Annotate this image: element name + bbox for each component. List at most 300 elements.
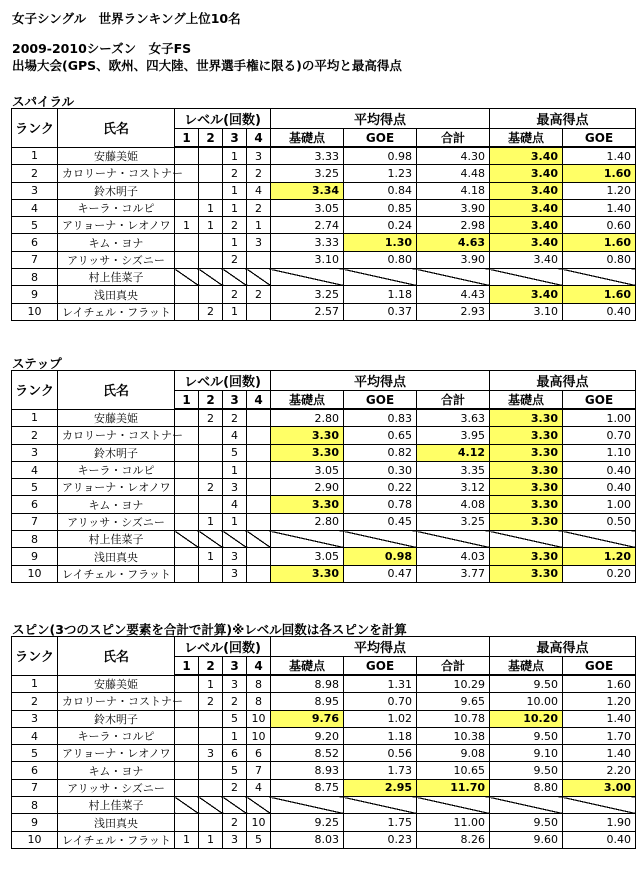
score-max-goe: 0.80 (563, 251, 636, 268)
table-row (12, 269, 636, 286)
rank-cell: 10 (12, 303, 58, 320)
col-name-header: 氏名 (58, 371, 175, 410)
score-max-base: 9.50 (490, 675, 563, 693)
skater-name: カロリーナ・コストナー (58, 427, 175, 444)
rank-cell: 7 (12, 251, 58, 268)
level-count-l2 (199, 779, 223, 796)
level-count-l4 (247, 548, 271, 565)
header-row (12, 637, 636, 657)
rank-cell: 9 (12, 286, 58, 303)
table-row (12, 496, 636, 513)
score-max-goe: 1.10 (563, 444, 636, 461)
level-count-l3: 1 (223, 461, 247, 478)
score-max-base: 3.30 (490, 496, 563, 513)
table-row (12, 745, 636, 762)
level-count-l1 (175, 479, 199, 496)
col-avg-header: 平均得点 (271, 109, 490, 129)
score-base: 8.75 (271, 779, 344, 796)
level-count-l2 (199, 234, 223, 251)
score-base: 2.57 (271, 303, 344, 320)
rank-cell: 7 (12, 513, 58, 530)
score-base: 3.30 (271, 427, 344, 444)
score-base: 9.20 (271, 727, 344, 744)
score-goe: 0.78 (344, 496, 417, 513)
col-level-2: 2 (199, 129, 223, 148)
skater-name: カロリーナ・コストナー (58, 693, 175, 710)
no-data-cell (563, 797, 636, 814)
section-title-spin: スピン(3つのスピン要素を合計で計算)※レベル回数は各スピンを計算 (12, 622, 407, 637)
score-max-goe: 1.20 (563, 693, 636, 710)
col-level-2: 2 (199, 657, 223, 676)
score-goe: 0.65 (344, 427, 417, 444)
table-row (12, 182, 636, 199)
col-avg-header: 平均得点 (271, 637, 490, 657)
skater-name: キーラ・コルピ (58, 727, 175, 744)
score-goe: 0.23 (344, 831, 417, 848)
level-count-l4: 6 (247, 745, 271, 762)
no-data-cell (175, 797, 199, 814)
no-data-cell (417, 269, 490, 286)
level-count-l3: 3 (223, 479, 247, 496)
no-data-cell (563, 269, 636, 286)
score-total: 10.78 (417, 710, 490, 727)
level-count-l3: 3 (223, 831, 247, 848)
score-max-goe: 0.50 (563, 513, 636, 530)
score-max-goe: 1.40 (563, 147, 636, 165)
score-base: 3.33 (271, 147, 344, 165)
skater-name: 鈴木明子 (58, 182, 175, 199)
score-goe: 2.95 (344, 779, 417, 796)
rank-cell: 6 (12, 496, 58, 513)
score-total: 2.93 (417, 303, 490, 320)
level-count-l4: 7 (247, 762, 271, 779)
level-count-l2: 1 (199, 675, 223, 693)
no-data-cell (417, 531, 490, 548)
col-avg-total: 合計 (417, 129, 490, 148)
col-level-2: 2 (199, 391, 223, 410)
score-total: 4.30 (417, 147, 490, 165)
no-data-cell (344, 269, 417, 286)
score-total: 11.00 (417, 814, 490, 831)
skater-name: 鈴木明子 (58, 444, 175, 461)
level-count-l2 (199, 165, 223, 182)
rank-cell: 4 (12, 727, 58, 744)
score-total: 3.12 (417, 479, 490, 496)
level-count-l2: 1 (199, 831, 223, 848)
score-max-goe: 1.60 (563, 675, 636, 693)
level-count-l4 (247, 444, 271, 461)
level-count-l2 (199, 182, 223, 199)
score-max-goe: 1.60 (563, 286, 636, 303)
col-max-base: 基礎点 (490, 657, 563, 676)
table-row (12, 303, 636, 320)
level-count-l1 (175, 251, 199, 268)
score-base: 3.05 (271, 461, 344, 478)
col-max-header: 最高得点 (490, 371, 636, 391)
level-count-l4: 10 (247, 727, 271, 744)
table-row (12, 531, 636, 548)
rank-cell: 7 (12, 779, 58, 796)
table-row (12, 217, 636, 234)
table-row (12, 710, 636, 727)
score-base: 3.05 (271, 548, 344, 565)
level-count-l4: 4 (247, 182, 271, 199)
score-base: 2.80 (271, 513, 344, 530)
skater-name: 浅田真央 (58, 814, 175, 831)
rank-cell: 6 (12, 234, 58, 251)
level-count-l2 (199, 762, 223, 779)
score-base: 8.98 (271, 675, 344, 693)
table-row (12, 199, 636, 216)
level-count-l1 (175, 779, 199, 796)
score-max-goe: 0.60 (563, 217, 636, 234)
header-row (12, 109, 636, 129)
level-count-l2 (199, 727, 223, 744)
score-base: 9.76 (271, 710, 344, 727)
score-max-base: 3.40 (490, 251, 563, 268)
level-count-l3: 4 (223, 427, 247, 444)
no-data-cell (344, 797, 417, 814)
score-base: 2.90 (271, 479, 344, 496)
col-avg-total: 合計 (417, 657, 490, 676)
score-base: 3.10 (271, 251, 344, 268)
header-row (12, 371, 636, 391)
score-base: 3.05 (271, 199, 344, 216)
season-label: 2009-2010シーズン 女子FS (12, 41, 192, 56)
rank-cell: 8 (12, 797, 58, 814)
no-data-cell (247, 531, 271, 548)
score-max-base: 3.40 (490, 217, 563, 234)
level-count-l4 (247, 409, 271, 427)
skater-name: 安藤美姫 (58, 147, 175, 165)
rank-cell: 5 (12, 745, 58, 762)
level-count-l1: 1 (175, 831, 199, 848)
col-level-1: 1 (175, 129, 199, 148)
skater-name: 鈴木明子 (58, 710, 175, 727)
skater-name: カロリーナ・コストナー (58, 165, 175, 182)
skater-name: キム・ヨナ (58, 496, 175, 513)
rank-cell: 6 (12, 762, 58, 779)
col-level-header: レベル(回数) (175, 637, 271, 657)
rank-cell: 2 (12, 165, 58, 182)
score-goe: 0.45 (344, 513, 417, 530)
score-max-base: 3.40 (490, 165, 563, 182)
score-max-base: 3.30 (490, 409, 563, 427)
skater-name: 村上佳菜子 (58, 531, 175, 548)
skater-name: キーラ・コルピ (58, 199, 175, 216)
level-count-l1: 1 (175, 217, 199, 234)
score-max-base: 9.50 (490, 762, 563, 779)
table-row (12, 675, 636, 693)
level-count-l4: 1 (247, 217, 271, 234)
col-name-header: 氏名 (58, 637, 175, 676)
score-base: 3.30 (271, 565, 344, 582)
table-row (12, 461, 636, 478)
level-count-l4: 3 (247, 147, 271, 165)
no-data-cell (223, 797, 247, 814)
score-goe: 1.23 (344, 165, 417, 182)
score-base: 3.25 (271, 286, 344, 303)
col-level-3: 3 (223, 657, 247, 676)
level-count-l4: 4 (247, 779, 271, 796)
col-max-header: 最高得点 (490, 637, 636, 657)
level-count-l2: 3 (199, 745, 223, 762)
table-row (12, 147, 636, 165)
rank-cell: 4 (12, 461, 58, 478)
score-max-base: 3.30 (490, 444, 563, 461)
score-max-base: 3.30 (490, 565, 563, 582)
level-count-l4: 2 (247, 165, 271, 182)
table-step (11, 370, 636, 583)
score-total: 10.29 (417, 675, 490, 693)
table-row (12, 444, 636, 461)
score-total: 4.12 (417, 444, 490, 461)
level-count-l3: 6 (223, 745, 247, 762)
level-count-l4 (247, 251, 271, 268)
col-level-3: 3 (223, 391, 247, 410)
section-title-step: ステップ (12, 356, 62, 371)
skater-name: アリッサ・シズニー (58, 779, 175, 796)
score-max-goe: 0.40 (563, 831, 636, 848)
score-max-goe: 1.90 (563, 814, 636, 831)
table-row (12, 797, 636, 814)
table-spin (11, 636, 636, 849)
score-total: 9.65 (417, 693, 490, 710)
no-data-cell (344, 531, 417, 548)
level-count-l3: 1 (223, 727, 247, 744)
no-data-cell (199, 797, 223, 814)
rank-cell: 3 (12, 444, 58, 461)
score-goe: 0.30 (344, 461, 417, 478)
score-max-base: 3.30 (490, 479, 563, 496)
score-goe: 1.30 (344, 234, 417, 251)
score-base: 2.74 (271, 217, 344, 234)
level-count-l2: 1 (199, 199, 223, 216)
level-count-l3: 1 (223, 513, 247, 530)
score-goe: 0.83 (344, 409, 417, 427)
col-level-1: 1 (175, 391, 199, 410)
level-count-l1 (175, 745, 199, 762)
score-max-goe: 0.40 (563, 461, 636, 478)
level-count-l1 (175, 565, 199, 582)
score-total: 3.90 (417, 199, 490, 216)
table-row (12, 762, 636, 779)
score-base: 8.03 (271, 831, 344, 848)
table-row (12, 251, 636, 268)
score-total: 11.70 (417, 779, 490, 796)
level-count-l2: 2 (199, 303, 223, 320)
table-row (12, 286, 636, 303)
score-max-base: 9.50 (490, 814, 563, 831)
score-base: 8.93 (271, 762, 344, 779)
score-total: 4.08 (417, 496, 490, 513)
level-count-l1 (175, 234, 199, 251)
score-max-goe: 0.70 (563, 427, 636, 444)
score-max-goe: 0.40 (563, 479, 636, 496)
scope-note: 出場大会(GPS、欧州、四大陸、世界選手権に限る)の平均と最高得点 (12, 58, 402, 73)
score-goe: 0.47 (344, 565, 417, 582)
table-row (12, 727, 636, 744)
level-count-l3: 2 (223, 693, 247, 710)
score-max-base: 3.30 (490, 427, 563, 444)
col-max-goe: GOE (563, 391, 636, 410)
level-count-l4: 8 (247, 675, 271, 693)
score-base: 3.25 (271, 165, 344, 182)
table-row (12, 479, 636, 496)
level-count-l1 (175, 814, 199, 831)
score-max-goe: 2.20 (563, 762, 636, 779)
score-total: 3.35 (417, 461, 490, 478)
no-data-cell (417, 797, 490, 814)
level-count-l3: 4 (223, 496, 247, 513)
skater-name: 村上佳菜子 (58, 269, 175, 286)
score-total: 3.25 (417, 513, 490, 530)
score-max-goe: 1.40 (563, 745, 636, 762)
skater-name: アリョーナ・レオノワ (58, 217, 175, 234)
table-row (12, 831, 636, 848)
level-count-l4: 10 (247, 710, 271, 727)
level-count-l4 (247, 513, 271, 530)
score-max-goe: 1.00 (563, 496, 636, 513)
rank-cell: 1 (12, 147, 58, 165)
col-avg-base: 基礎点 (271, 391, 344, 410)
level-count-l3: 1 (223, 182, 247, 199)
level-count-l1 (175, 675, 199, 693)
score-goe: 0.98 (344, 147, 417, 165)
score-base: 3.33 (271, 234, 344, 251)
rank-cell: 10 (12, 831, 58, 848)
level-count-l3: 3 (223, 548, 247, 565)
level-count-l3: 5 (223, 444, 247, 461)
score-goe: 0.37 (344, 303, 417, 320)
level-count-l3: 5 (223, 710, 247, 727)
level-count-l4 (247, 461, 271, 478)
col-max-goe: GOE (563, 129, 636, 148)
score-goe: 1.02 (344, 710, 417, 727)
skater-name: アリョーナ・レオノワ (58, 479, 175, 496)
score-max-base: 3.10 (490, 303, 563, 320)
rank-cell: 8 (12, 269, 58, 286)
level-count-l1 (175, 548, 199, 565)
score-goe: 0.82 (344, 444, 417, 461)
level-count-l2 (199, 427, 223, 444)
col-max-base: 基礎点 (490, 391, 563, 410)
col-rank-header: ランク (12, 371, 58, 410)
skater-name: キム・ヨナ (58, 234, 175, 251)
score-total: 3.90 (417, 251, 490, 268)
score-goe: 0.22 (344, 479, 417, 496)
col-avg-goe: GOE (344, 129, 417, 148)
level-count-l3: 3 (223, 675, 247, 693)
score-max-goe: 3.00 (563, 779, 636, 796)
col-max-goe: GOE (563, 657, 636, 676)
level-count-l2 (199, 496, 223, 513)
rank-cell: 5 (12, 217, 58, 234)
level-count-l1 (175, 182, 199, 199)
level-count-l4: 3 (247, 234, 271, 251)
level-count-l4: 8 (247, 693, 271, 710)
level-count-l2 (199, 710, 223, 727)
level-count-l4 (247, 303, 271, 320)
level-count-l2: 2 (199, 479, 223, 496)
skater-name: 安藤美姫 (58, 675, 175, 693)
score-max-base: 3.40 (490, 182, 563, 199)
level-count-l1 (175, 444, 199, 461)
rank-cell: 1 (12, 675, 58, 693)
col-avg-goe: GOE (344, 657, 417, 676)
table-row (12, 165, 636, 182)
rank-cell: 10 (12, 565, 58, 582)
level-count-l2 (199, 147, 223, 165)
rank-cell: 4 (12, 199, 58, 216)
no-data-cell (175, 531, 199, 548)
level-count-l1 (175, 461, 199, 478)
level-count-l1 (175, 513, 199, 530)
no-data-cell (271, 797, 344, 814)
level-count-l2: 2 (199, 693, 223, 710)
level-count-l2: 2 (199, 409, 223, 427)
score-max-base: 3.30 (490, 461, 563, 478)
table-row (12, 693, 636, 710)
level-count-l4 (247, 479, 271, 496)
rank-cell: 2 (12, 693, 58, 710)
score-goe: 0.80 (344, 251, 417, 268)
score-goe: 0.84 (344, 182, 417, 199)
level-count-l4: 2 (247, 286, 271, 303)
level-count-l2 (199, 251, 223, 268)
no-data-cell (223, 531, 247, 548)
no-data-cell (247, 269, 271, 286)
col-avg-base: 基礎点 (271, 657, 344, 676)
score-goe: 1.18 (344, 727, 417, 744)
skater-name: 浅田真央 (58, 286, 175, 303)
col-avg-goe: GOE (344, 391, 417, 410)
level-count-l2 (199, 461, 223, 478)
no-data-cell (271, 269, 344, 286)
score-total: 9.08 (417, 745, 490, 762)
score-total: 8.26 (417, 831, 490, 848)
level-count-l1 (175, 199, 199, 216)
level-count-l2 (199, 565, 223, 582)
level-count-l3: 1 (223, 147, 247, 165)
skater-name: 浅田真央 (58, 548, 175, 565)
level-count-l4: 5 (247, 831, 271, 848)
score-max-base: 9.10 (490, 745, 563, 762)
level-count-l2: 1 (199, 217, 223, 234)
no-data-cell (199, 531, 223, 548)
level-count-l4 (247, 427, 271, 444)
skater-name: 村上佳菜子 (58, 797, 175, 814)
level-count-l3: 1 (223, 303, 247, 320)
no-data-cell (563, 531, 636, 548)
col-avg-total: 合計 (417, 391, 490, 410)
table-spiral (11, 108, 636, 321)
level-count-l2 (199, 286, 223, 303)
score-max-goe: 1.40 (563, 199, 636, 216)
score-max-goe: 1.20 (563, 548, 636, 565)
score-base: 8.52 (271, 745, 344, 762)
rank-cell: 9 (12, 814, 58, 831)
no-data-cell (490, 531, 563, 548)
no-data-cell (247, 797, 271, 814)
skater-name: アリッサ・シズニー (58, 251, 175, 268)
level-count-l1 (175, 147, 199, 165)
table-row (12, 409, 636, 427)
level-count-l1 (175, 496, 199, 513)
level-count-l1 (175, 303, 199, 320)
col-level-4: 4 (247, 129, 271, 148)
no-data-cell (223, 269, 247, 286)
